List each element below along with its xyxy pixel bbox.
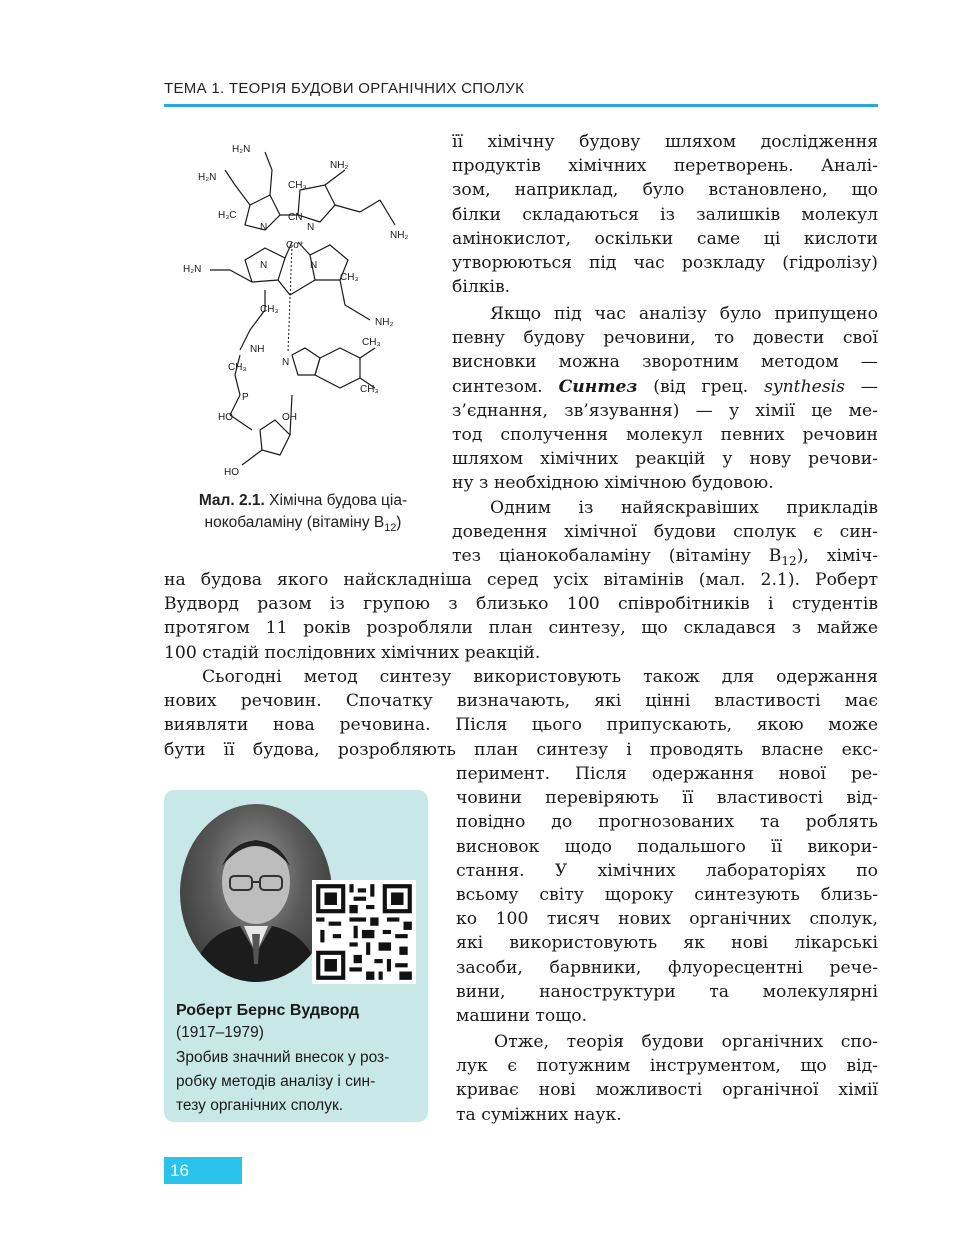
figure-caption: Мал. 2.1. Хімічна будова ціа- нокобаламіну (вітаміну $B_{12}$): [198, 492, 408, 534]
running-header: ТЕМА 1. ТЕОРІЯ БУДОВИ ОРГАНІЧНИХ СПОЛУК: [164, 80, 525, 97]
paragraph-b12-right: Одним із найяскравіших прикладів доведення хімічної будови сполук є син- тез ціанокобаламіну (вітаміну $B_{12}$), хіміч-: [452, 498, 878, 569]
bio-description: Зробив значний внесок у роз- робку методів аналізу і син- тезу органічних сполук.: [176, 1049, 390, 1114]
header-rule: [164, 104, 878, 107]
svg-text:CH₃: CH₃: [288, 180, 307, 191]
svg-text:H₂N: H₂N: [183, 264, 202, 275]
svg-text:CH₃: CH₃: [260, 304, 279, 315]
paragraph-today-cont: перимент. Після одержання нової ре- човини перевіряють її властивості від- повідно до прогнозованих та роблять висновок щодо подальшого її викори- стання. У хімічних лабораторіях по всьому світу щороку синтезують близь- ко 100 тисяч нових органічних сполук, які використовують як нові лікарські засоби, барвники, флуоресцентні рече- вини, наноструктури та молекулярні машини тощо.: [456, 764, 878, 1026]
paragraph-conclusion: Отже, теорія будови органічних спо- лук є потужним інструментом, що від- криває нові можливості органічної хімії та суміжних наук.: [456, 1032, 878, 1125]
paragraph-analysis: її хімічну будову шляхом дослідження продуктів хімічних перетворень. Аналі- зом, наприклад, було встановлено, що білки складаються із залишків молекул амінокислот, оскільки саме ці кислоти утворюються під час розкладу (гідролізу) білків.: [452, 132, 878, 298]
svg-text:NH₂: NH₂: [390, 230, 409, 241]
svg-text:NH: NH: [250, 344, 265, 355]
paragraph-today: Сьогодні метод синтезу використовують також для одержання нових речовин. Спочатку визначають, які цінні властивості має виявляти нова речовина. Після цього припускають, якою може бути її будова, розробляють план синтезу і проводять власне екс-: [164, 667, 878, 760]
bio-name: Роберт Бернс Вудворд: [176, 1002, 359, 1019]
svg-text:H₂N: H₂N: [232, 144, 251, 155]
bio-years: (1917–1979): [176, 1024, 264, 1041]
svg-text:P: P: [242, 392, 249, 403]
svg-text:OH: OH: [282, 412, 297, 423]
svg-text:N: N: [307, 222, 315, 233]
svg-text:H₂N: H₂N: [198, 172, 217, 183]
svg-text:NH₂: NH₂: [330, 160, 349, 171]
svg-text:HO: HO: [224, 467, 239, 478]
svg-text:Co⁺: Co⁺: [286, 240, 305, 251]
svg-text:HO: HO: [218, 412, 233, 423]
svg-text:CH₃: CH₃: [228, 362, 247, 373]
page-number: 16: [164, 1157, 242, 1184]
qr-code[interactable]: [312, 880, 416, 984]
portrait-photo: [180, 804, 332, 982]
paragraph-synthesis: Якщо під час аналізу було припущено певну будову речовини, то довести свої висновки можна зворотним методом — синтезом. Синтез (від грец. synthesis — з’єднання, зв’язування) — у хімії це ме- тод сполучення молекул певних речовин шляхом хімічних реакцій у нову речови- ну з необхідною хімічною будовою.: [452, 304, 878, 494]
svg-text:H₃C: H₃C: [218, 210, 237, 221]
svg-text:CN: CN: [288, 212, 303, 223]
svg-text:CH₃: CH₃: [340, 272, 359, 283]
svg-text:NH₂: NH₂: [375, 317, 394, 328]
svg-text:N: N: [310, 260, 318, 271]
svg-text:N: N: [260, 260, 268, 271]
cyanocobalamin-structure-figure: [180, 130, 430, 485]
svg-text:CH₃: CH₃: [362, 337, 381, 348]
paragraph-b12-full: на будова якого найскладніша серед усіх вітамінів (мал. 2.1). Роберт Вудворд разом із групою з близько 100 співробітників і студентів протягом 11 років розробляли план синтезу, що складався з майже 100 стадій послідовних хімічних реакцій.: [164, 570, 878, 663]
svg-text:CH₃: CH₃: [360, 384, 379, 395]
svg-text:N: N: [260, 222, 268, 233]
svg-text:N: N: [282, 357, 290, 368]
